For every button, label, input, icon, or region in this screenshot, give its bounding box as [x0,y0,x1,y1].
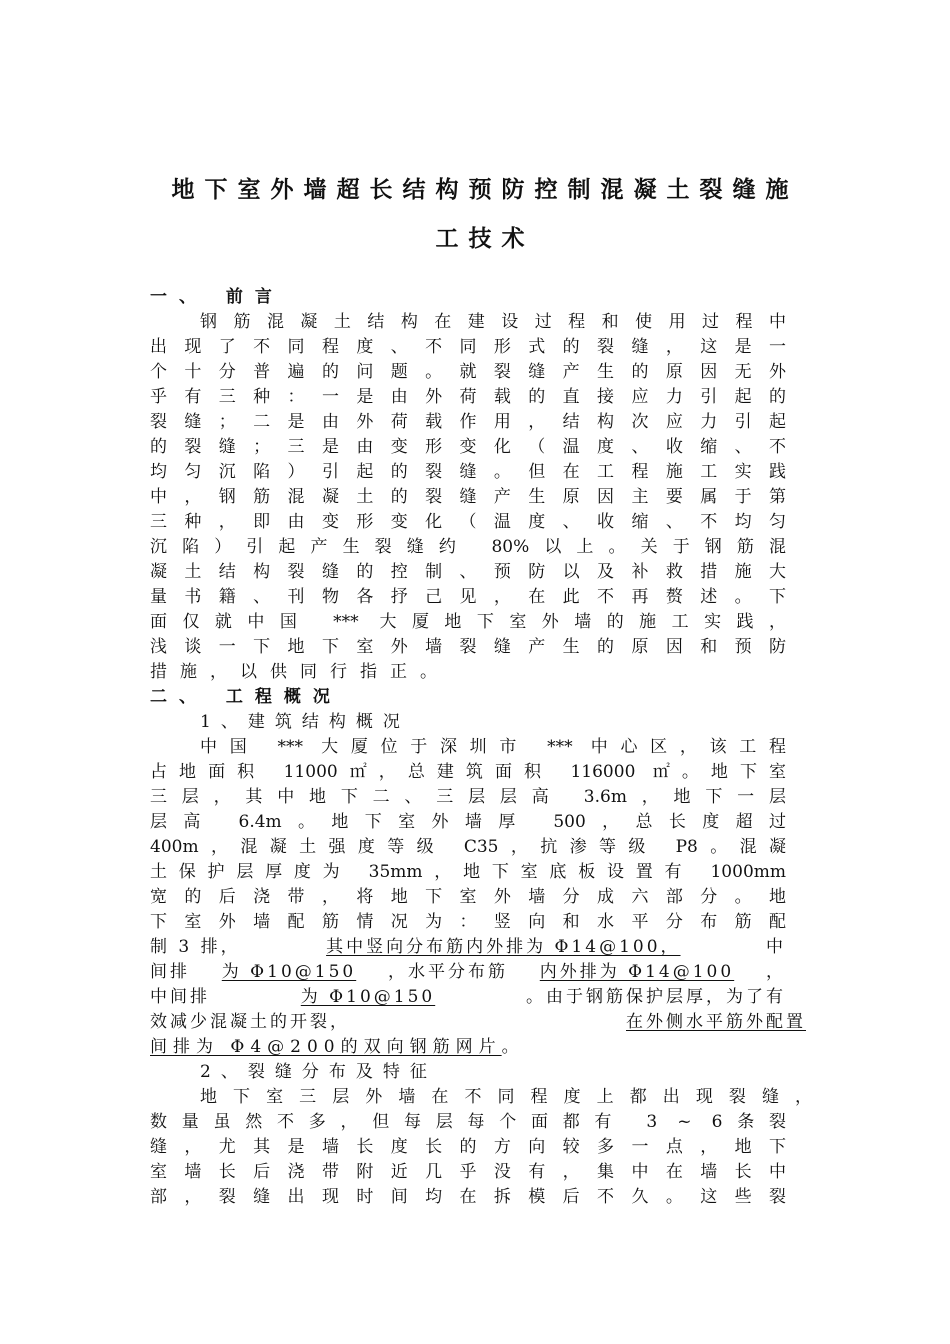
text-span: ，水平分布筋 [387,962,508,982]
paragraph-line [150,962,786,982]
text-span: 效减少混凝土的开裂， [150,1012,350,1032]
underlined-text: 内外排为 Φ14@100 [539,962,735,982]
underlined-text: 间排为 Φ4@200的双向钢筋网片 [150,1037,502,1057]
paragraph-line: 措施，以供同行指正。 [150,662,450,682]
paragraph-line: 的裂缝；三是由变形变化（温度、收缩、不 [150,437,786,457]
paragraph-line: 裂缝；二是由外荷载作用，结构次应力引起 [150,412,786,432]
paragraph-line: 中，钢筋混凝土的裂缝产生原因主要属于第 [150,487,786,507]
paragraph-line: 部，裂缝出现时间均在拆模后不久。这些裂 [150,1187,786,1207]
paragraph-line [150,937,786,957]
document-title-line-1: 地下室外墙超长结构预防控制混凝土裂缝施 [171,177,799,203]
paragraph-line [150,1012,806,1032]
paragraph-line: 室墙长后浇带附近几乎没有，集中在墙长中 [150,1162,786,1182]
paragraph-line: 占地面积 11000㎡，总建筑面积 116000 ㎡。地下室 [150,762,786,782]
paragraph-line: 个十分普遍的问题。就裂缝产生的原因无外 [150,362,786,382]
paragraph-line [150,1037,525,1057]
paragraph-line: 面仅就中国 *** 大厦地下室外墙的施工实践， [150,612,786,632]
paragraph-line: 乎有三种：一是由外荷载的直接应力引起的 [150,387,786,407]
text-span: 制 3 排， [150,937,241,957]
document-title-line-2: 工技术 [435,226,535,252]
paragraph-line: 量书籍、刊物各抒己见，在此不再赘述。下 [150,587,786,607]
paragraph-line: 沉陷）引起产生裂缝约 80%以上。关于钢筋混 [150,537,786,557]
paragraph-line: 地下室三层外墙在不同程度上都出现裂缝， [200,1087,812,1107]
paragraph-line: 400m，混凝土强度等级 C35，抗渗等级 P8。混凝 [150,837,786,857]
paragraph-line: 三种，即由变形变化（温度、收缩、不均匀 [150,512,786,532]
paragraph-line: 凝土结构裂缝的控制、预防以及补救措施大 [150,562,786,582]
paragraph-line: 层高 6.4m。地下室外墙厚 500，总长度超过 [150,812,786,832]
section-heading-overview: 二、 工程概况 [150,687,342,707]
section-heading-preface: 一、 前言 [150,287,284,307]
paragraph-line: 土保护层厚度为 35mm，地下室底板设置有 1000mm [150,862,786,882]
paragraph-line: 下室外墙配筋情况为：竖向和水平分布筋配 [150,912,786,932]
underlined-text: 为 Φ10@150 [300,987,436,1007]
subsection-heading-cracks: 2、裂缝分布及特征 [200,1062,437,1082]
paragraph-line: 中国 *** 大厦位于深圳市 *** 中心区，该工程 [200,737,786,757]
paragraph-line: 出现了不同程度、不同形式的裂缝，这是一 [150,337,786,357]
text-span: 间排 [150,962,190,982]
paragraph-line: 均匀沉陷）引起的裂缝。但在工程施工实践 [150,462,786,482]
paragraph-line [150,987,786,1007]
text-span: 中 [765,937,786,957]
text-span: ， [765,962,786,982]
underlined-text: 其中竖向分布筋内外排为 Φ14@100， [326,937,681,957]
subsection-heading-structure: 1、建筑结构概况 [200,712,410,732]
paragraph-line: 缝，尤其是墙长度长的方向较多一点，地下 [150,1137,786,1157]
paragraph-line: 宽的后浇带，将地下室外墙分成六部分。地 [150,887,786,907]
paragraph-line: 钢筋混凝土结构在建设过程和使用过程中 [200,312,786,332]
underlined-text: 在外侧水平筋外配置 [626,1012,806,1032]
text-span: 。由于钢筋保护层厚，为了有 [525,987,786,1007]
underlined-text: 为 Φ10@150 [221,962,357,982]
paragraph-line: 三层，其中地下二、三层层高 3.6m，地下一层 [150,787,786,807]
text-span: 。 [501,1037,525,1057]
text-span: 中间排 [150,987,210,1007]
paragraph-line: 浅谈一下地下室外墙裂缝产生的原因和预防 [150,637,786,657]
paragraph-line: 数量虽然不多，但每层每个面都有 3 ~ 6条裂 [150,1112,786,1132]
